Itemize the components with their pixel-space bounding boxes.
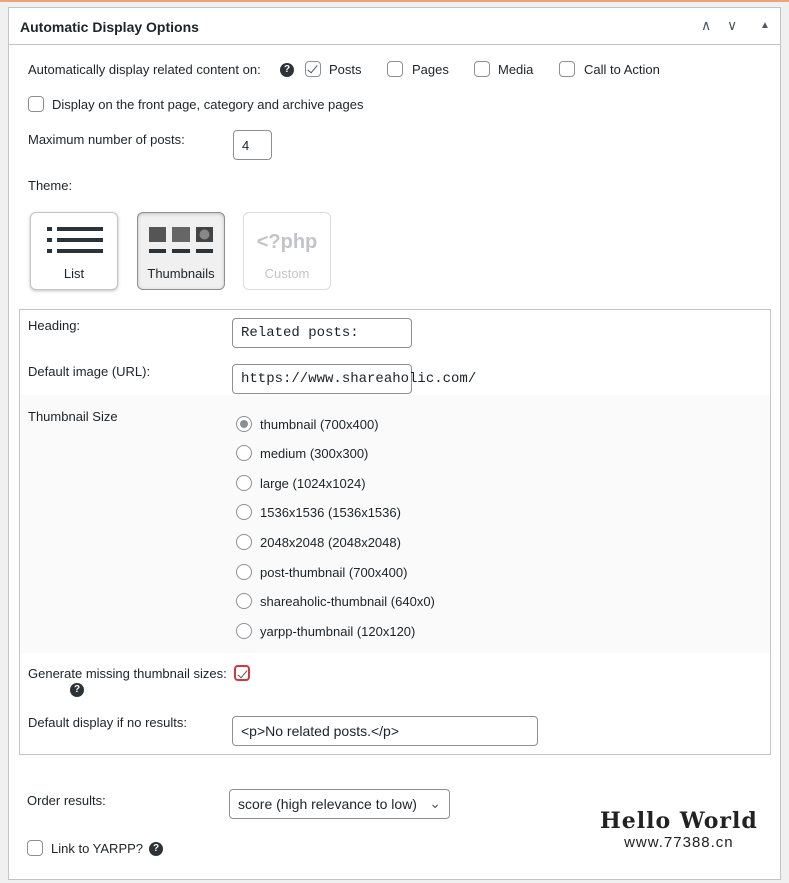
top-accent-line [0,0,789,2]
watermark [600,808,758,851]
order-results-label: Order results: [27,793,106,808]
front-page-checkbox[interactable] [28,96,44,112]
front-page-label: Display on the front page, category and archive pages [52,97,364,112]
help-icon[interactable]: ? [70,683,84,697]
thumbnail-size-radio[interactable] [236,534,252,550]
move-up-button[interactable]: ∧ [701,17,712,33]
panel-title: Automatic Display Options [20,19,199,35]
thumbnail-size-radio[interactable] [236,416,252,432]
posts-checkbox[interactable] [305,61,321,77]
thumbnail-size-radio[interactable] [236,475,252,491]
heading-label: Heading: [28,318,81,333]
theme-label: Theme: [28,178,73,193]
help-icon[interactable]: ? [149,842,163,856]
thumbnail-size-radio[interactable] [236,564,252,580]
theme-list-label: List [63,266,85,281]
thumbnail-size-label: Thumbnail Size [28,409,118,424]
chevron-down-icon: ⌄ [429,795,441,811]
theme-list-button[interactable] [30,212,118,290]
theme-thumbnails-label: Thumbnails [147,266,215,281]
default-image-label: Default image (URL): [28,364,151,379]
call-to-action-checkbox[interactable] [559,61,575,77]
media-label: Media [498,62,534,77]
call-to-action-label: Call to Action [584,62,660,77]
display-on-label: Automatically display related content on: [28,62,261,77]
posts-label: Posts [329,62,362,77]
default-image-input[interactable]: https://www.shareaholic.com/ [232,364,412,394]
thumbnail-size-radio[interactable] [236,593,252,609]
max-posts-label: Maximum number of posts: [28,132,185,147]
list-icon [47,227,105,257]
order-results-select[interactable] [229,789,450,819]
thumbnail-size-option: post-thumbnail (700x400) [260,565,408,580]
theme-thumbnails-button[interactable] [137,212,225,290]
thumbnail-size-area [20,395,770,653]
php-icon: <?php [256,231,318,253]
help-icon[interactable]: ? [280,63,294,77]
theme-custom-label: Custom [264,266,310,281]
link-yarpp-label: Link to YARPP? [51,841,144,856]
thumbnail-size-option: medium (300x300) [260,446,369,461]
thumbnails-icon [149,227,215,255]
media-checkbox[interactable] [474,61,490,77]
max-posts-input[interactable]: 4 [233,130,272,160]
order-results-value: score (high relevance to low) [238,796,417,812]
thumbnail-size-option: thumbnail (700x400) [260,417,379,432]
panel-header [9,8,780,45]
heading-input[interactable]: Related posts: [232,318,412,348]
generate-missing-label: Generate missing thumbnail sizes: [28,666,227,681]
theme-custom-button[interactable] [243,212,331,290]
automatic-display-options-panel [8,7,781,880]
pages-label: Pages [412,62,449,77]
no-results-input[interactable]: <p>No related posts.</p> [232,716,538,746]
thumbnail-size-option: 1536x1536 (1536x1536) [260,505,401,520]
thumbnail-size-radio[interactable] [236,623,252,639]
watermark-line2: www.77388.cn [624,834,734,851]
toggle-panel-button[interactable]: ▲ [760,20,770,31]
pages-checkbox[interactable] [387,61,403,77]
thumbnail-size-radio[interactable] [236,504,252,520]
generate-missing-checkbox[interactable] [234,665,250,681]
thumbnail-size-option: yarpp-thumbnail (120x120) [260,624,416,639]
watermark-line1: Hello World [600,808,758,834]
thumbnail-size-radio[interactable] [236,445,252,461]
thumbnail-size-option: 2048x2048 (2048x2048) [260,535,401,550]
thumbnail-size-option: large (1024x1024) [260,476,366,491]
thumbnail-size-option: shareaholic-thumbnail (640x0) [260,594,435,609]
link-yarpp-checkbox[interactable] [27,840,43,856]
theme-options-subpanel [19,309,771,755]
move-down-button[interactable]: ∨ [727,17,738,33]
no-results-label: Default display if no results: [28,715,187,730]
